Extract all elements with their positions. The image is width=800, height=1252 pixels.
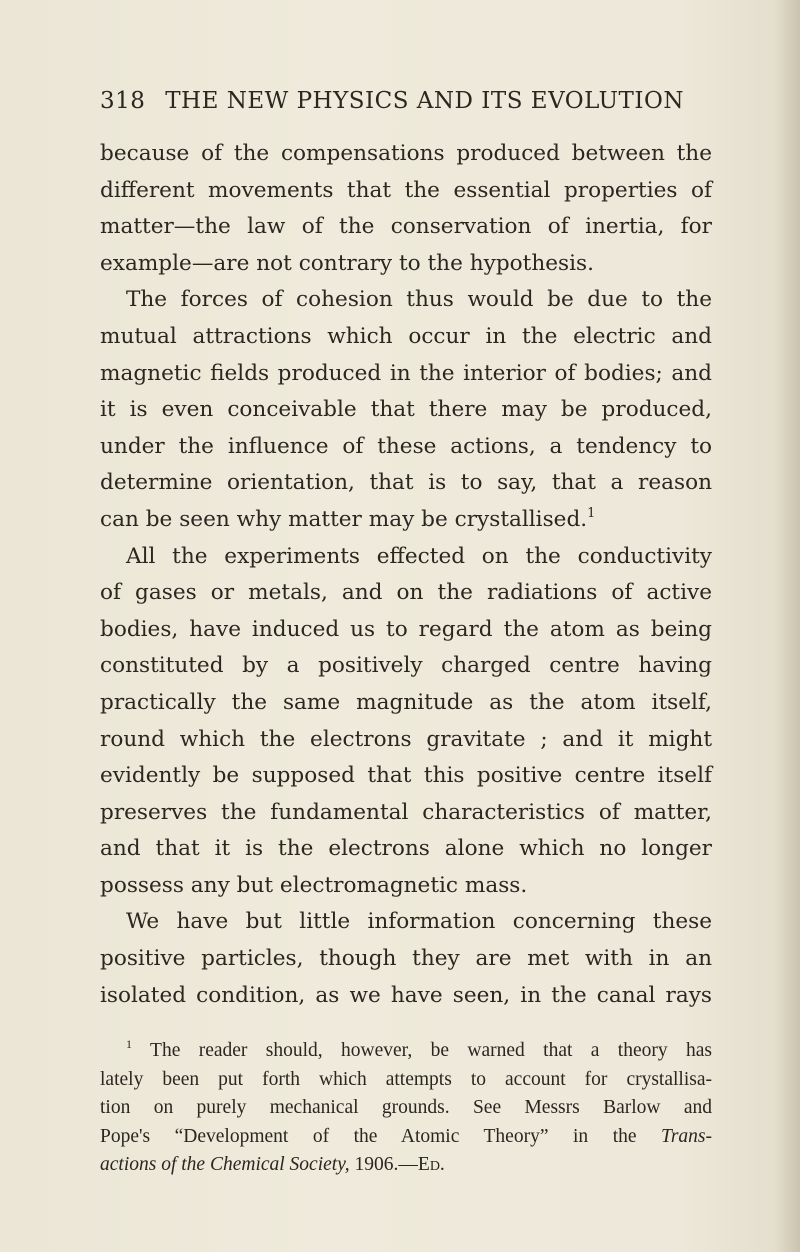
text-line: All the experiments effected on the conductivity: [126, 543, 712, 569]
text-line: bodies, have induced us to regard the atom as being: [100, 616, 712, 642]
text-line: determine orientation, that is to say, that a reason: [100, 470, 712, 496]
text-line: constituted by a positively charged centre having: [100, 653, 712, 679]
text-line: mutual attractions which occur in the electric and: [100, 323, 712, 349]
text-line: example—are not contrary to the hypothesis.: [100, 250, 594, 276]
text-line: of gases or metals, and on the radiations of active: [100, 580, 712, 606]
footnote-line: [100, 1151, 712, 1180]
footnote-marker: 1: [126, 1037, 132, 1051]
text-line: it is even conceivable that there may be produced,: [100, 397, 712, 423]
text-line: isolated condition, as we have seen, in the canal rays: [100, 982, 712, 1008]
editor-note: Ed.: [417, 1154, 445, 1176]
body-text: [100, 136, 712, 1014]
journal-title-part: Trans-: [661, 1125, 712, 1147]
text-line: under the influence of these actions, a tendency to: [100, 433, 712, 459]
footnote-line: [100, 1037, 712, 1066]
text-line: We have but little information concerning these: [126, 909, 712, 935]
footnote-year: 1906.—: [349, 1154, 418, 1176]
text-line-content: can be seen why matter may be crystallised.: [100, 506, 588, 532]
text-line: evidently be supposed that this positive centre itself: [100, 763, 712, 789]
footnote-line: [100, 1123, 712, 1152]
footnote: [100, 1037, 712, 1180]
text-line: positive particles, though they are met with in an: [100, 946, 712, 972]
text-line: round which the electrons gravitate ; and it might: [100, 726, 712, 752]
footnote-text: Pope's “Development of the Atomic Theory” in the: [100, 1125, 637, 1147]
footnote-line: tion on purely mechanical grounds. See Messrs Barlow and: [100, 1097, 712, 1119]
text-line: The forces of cohesion thus would be due to the: [126, 287, 712, 313]
text-line: possess any but electromagnetic mass.: [100, 872, 528, 898]
footnote-text: The reader should, however, be warned that a theory has: [150, 1040, 712, 1061]
text-line: magnetic fields produced in the interior of bodies; and: [100, 360, 712, 386]
journal-title-part: actions of the Chemical Society,: [100, 1154, 350, 1176]
running-title: THE NEW PHYSICS AND ITS EVOLUTION: [165, 88, 684, 114]
text-line: practically the same magnitude as the atom itself,: [100, 689, 712, 715]
footnote-line: lately been put forth which attempts to account for crystallisa-: [100, 1068, 712, 1090]
page-number: 318: [100, 88, 146, 114]
footnote-reference: 1: [587, 505, 596, 521]
text-line: preserves the fundamental characteristics of matter,: [100, 799, 712, 825]
text-line: because of the compensations produced between the: [100, 141, 712, 166]
text-line: and that it is the electrons alone which no longer: [100, 836, 712, 862]
running-header: [100, 88, 710, 114]
text-line: different movements that the essential properties of: [100, 177, 712, 203]
text-line: matter—the law of the conservation of inertia, for: [100, 214, 712, 240]
text-line-with-footnote-ref: [100, 502, 712, 539]
